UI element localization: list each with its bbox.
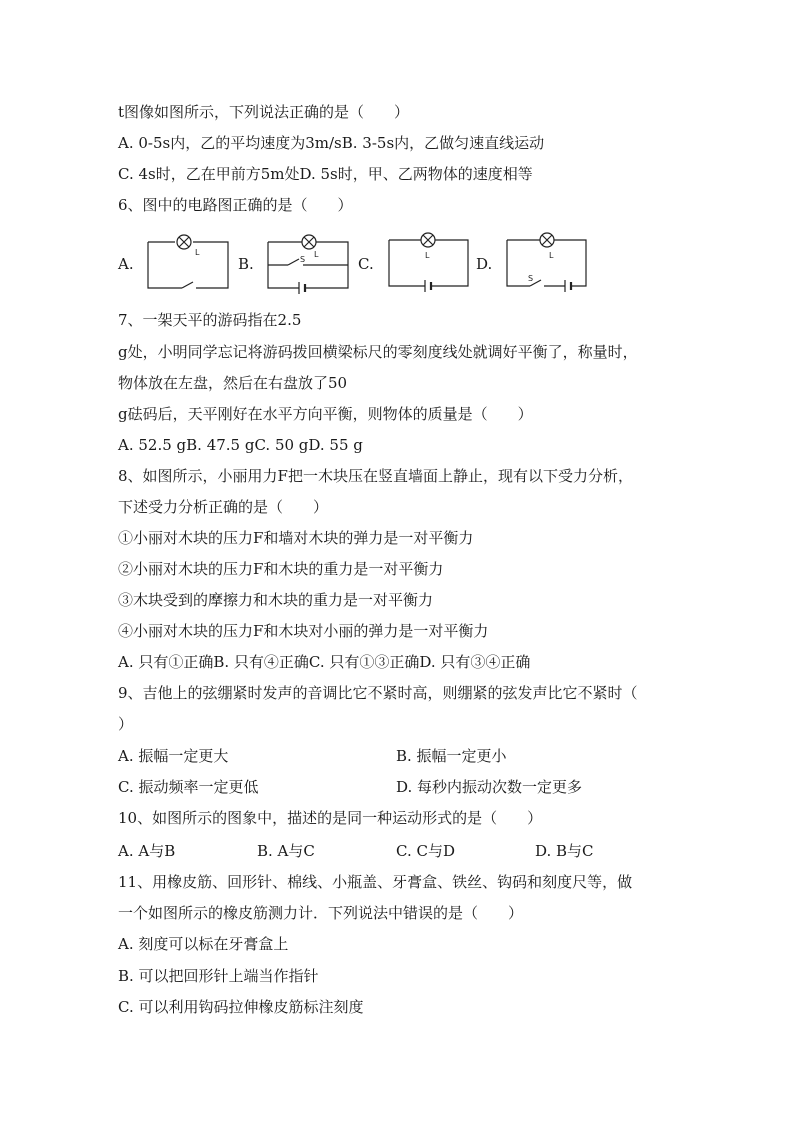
q10-option-d: D. B与C bbox=[535, 842, 594, 860]
lamp-icon bbox=[421, 233, 435, 247]
q7-options: A. 52.5 gB. 47.5 gC. 50 gD. 55 g bbox=[118, 436, 363, 454]
lamp-icon bbox=[177, 235, 191, 249]
lamp-label-b: L bbox=[314, 250, 319, 259]
q10-option-b: B. A与C bbox=[257, 842, 315, 860]
q11-option-a: A. 刻度可以标在牙膏盒上 bbox=[118, 935, 289, 953]
q9-line2: ） bbox=[118, 715, 134, 733]
q7-line4: g砝码后，天平刚好在水平方向平衡，则物体的质量是（ ） bbox=[118, 405, 533, 423]
q11-line1: 11、用橡皮筋、回形针、棉线、小瓶盖、牙膏盒、铁丝、钩码和刻度尺等，做 bbox=[118, 873, 633, 891]
lamp-label-a: L bbox=[195, 248, 200, 257]
lamp-label-d: L bbox=[549, 251, 554, 260]
q10-option-c: C. C与D bbox=[396, 842, 455, 860]
q9-option-d: D. 每秒内振动次数一定更多 bbox=[396, 778, 583, 796]
q9-line1: 9、吉他上的弦绷紧时发声的音调比它不紧时高，则绷紧的弦发声比它不紧时（ bbox=[118, 684, 638, 702]
q9-option-a: A. 振幅一定更大 bbox=[118, 747, 229, 765]
q9-option-c: C. 振动频率一定更低 bbox=[118, 778, 259, 796]
q6-label-b: B. bbox=[238, 255, 254, 273]
q6-label-d: D. bbox=[476, 255, 493, 273]
lamp-icon bbox=[302, 235, 316, 249]
q11-option-c: C. 可以利用钩码拉伸橡皮筋标注刻度 bbox=[118, 998, 364, 1016]
q9-option-b: B. 振幅一定更小 bbox=[396, 747, 507, 765]
q10-option-a: A. A与B bbox=[118, 842, 176, 860]
q6-circuits-svg bbox=[118, 228, 598, 298]
q8-line1: 8、如图所示，小丽用力F把一木块压在竖直墙面上静止，现有以下受力分析， bbox=[118, 467, 633, 485]
q11-option-b: B. 可以把回形针上端当作指针 bbox=[118, 967, 319, 985]
q8-options: A. 只有①正确B. 只有④正确C. 只有①③正确D. 只有③④正确 bbox=[118, 653, 531, 671]
q7-line1: 7、一架天平的游码指在2.5 bbox=[118, 311, 302, 329]
circuit-c bbox=[389, 233, 468, 292]
q6-label-a: A. bbox=[118, 255, 134, 273]
q7-line3: 物体放在左盘，然后在右盘放了50 bbox=[118, 374, 348, 392]
lamp-icon bbox=[540, 233, 554, 247]
q8-line2: 下述受力分析正确的是（ ） bbox=[118, 498, 329, 516]
q8-statement-4: ④小丽对木块的压力F和木块对小丽的弹力是一对平衡力 bbox=[118, 622, 489, 640]
circuit-a bbox=[148, 235, 228, 288]
q6-circuit-diagrams bbox=[118, 228, 598, 298]
circuit-b bbox=[268, 235, 348, 294]
lamp-label-c: L bbox=[425, 251, 430, 260]
circuit-d bbox=[507, 233, 586, 292]
q6-label-c: C. bbox=[358, 255, 374, 273]
q10-stem: 10、如图所示的图象中，描述的是同一种运动形式的是（ ） bbox=[118, 809, 543, 827]
q5-continuation: t图像如图所示，下列说法正确的是（ ） bbox=[118, 103, 410, 121]
q8-statement-3: ③木块受到的摩擦力和木块的重力是一对平衡力 bbox=[118, 591, 434, 609]
q5-options-line2: C. 4s时，乙在甲前方5m处D. 5s时，甲、乙两物体的速度相等 bbox=[118, 165, 533, 183]
switch-label-d: S bbox=[528, 274, 534, 283]
q8-statement-2: ②小丽对木块的压力F和木块的重力是一对平衡力 bbox=[118, 560, 444, 578]
q7-line2: g处，小明同学忘记将游码拨回横梁标尺的零刻度线处就调好平衡了，称量时， bbox=[118, 343, 638, 361]
switch-label-b: S bbox=[300, 255, 306, 264]
q6-stem: 6、图中的电路图正确的是（ ） bbox=[118, 196, 353, 214]
q11-line2: 一个如图所示的橡皮筋测力计．下列说法中错误的是（ ） bbox=[118, 904, 524, 922]
q5-options-line1: A. 0-5s内，乙的平均速度为3m/sB. 3-5s内，乙做匀速直线运动 bbox=[118, 134, 545, 152]
q8-statement-1: ①小丽对木块的压力F和墙对木块的弹力是一对平衡力 bbox=[118, 529, 474, 547]
